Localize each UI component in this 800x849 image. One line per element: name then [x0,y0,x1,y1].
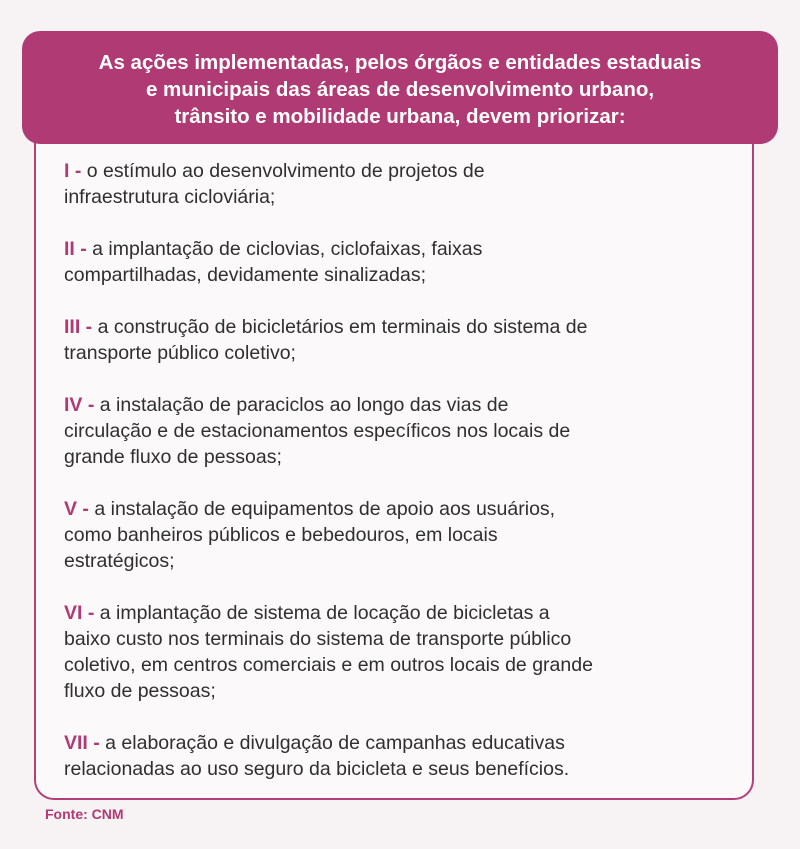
item-text: circulação e de estacionamentos específicos nos locais de [64,420,571,442]
item-text: baixo custo nos terminais do sistema de transporte público [64,628,572,650]
item-text: compartilhadas, devidamente sinalizadas; [64,264,427,286]
item-text: a instalação de equipamentos de apoio aos usuários, [94,498,556,520]
item-number: VI - [64,602,100,624]
item-text: a implantação de sistema de locação de bicicletas a [99,602,550,624]
priority-list [64,158,744,782]
header-line-2: e municipais das áreas de desenvolvimento urbano, [145,78,655,101]
item-number: II - [64,238,93,260]
list-item-1 [64,158,744,210]
item-number: III - [64,316,98,338]
item-text: coletivo, em centros comerciais e em outros locais de grande [64,654,593,676]
list-item-7 [64,730,744,782]
item-text: fluxo de pessoas; [64,680,216,702]
item-text: a elaboração e divulgação de campanhas educativas [105,732,565,754]
item-text: como banheiros públicos e bebedouros, em locais [64,524,498,546]
item-text: a construção de bicicletários em terminais do sistema de [97,316,588,338]
item-text: relacionadas ao uso seguro da bicicleta e seus benefícios. [64,758,570,780]
list-item-5 [64,496,744,574]
item-text: infraestrutura cicloviária; [64,186,276,208]
item-text: a instalação de paraciclos ao longo das vias de [99,394,509,416]
item-text: grande fluxo de pessoas; [64,446,282,468]
item-text: a implantação de ciclovias, ciclofaixas, faixas [92,238,483,260]
item-text: transporte público coletivo; [64,342,296,364]
list-item-6 [64,600,744,704]
item-number: VII - [64,732,106,754]
item-text: estratégicos; [64,550,175,572]
source-caption: Fonte: CNM [45,806,124,822]
item-number: V - [64,498,95,520]
list-item-4 [64,392,744,470]
header-line-3: trânsito e mobilidade urbana, devem priorizar: [174,105,626,128]
header-banner [22,31,778,144]
item-number: I - [64,160,87,182]
header-line-1: As ações implementadas, pelos órgãos e entidades estaduais [98,51,702,74]
list-item-2 [64,236,744,288]
item-text: o estímulo ao desenvolvimento de projetos de [86,160,485,182]
item-number: IV - [64,394,100,416]
list-item-3 [64,314,744,366]
